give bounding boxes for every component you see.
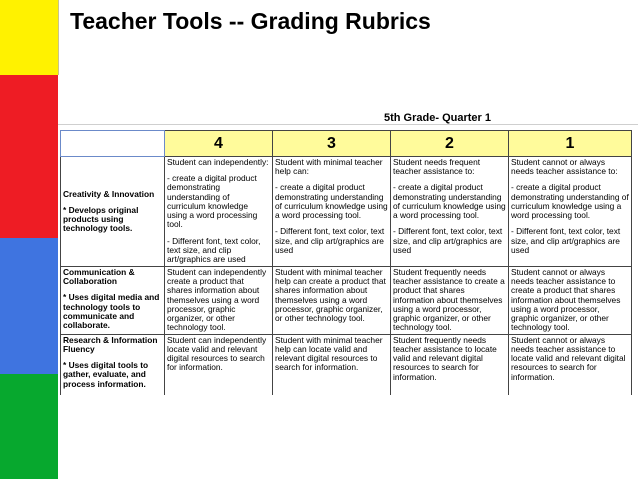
rubric-cell [509,157,632,267]
category-subtitle: * Develops original products using technology tools. [63,204,139,234]
content-cutoff [58,395,638,479]
slide-title: Teacher Tools -- Grading Rubrics [70,8,431,34]
rubric-cell [165,157,273,267]
rubric-row-communication [61,267,632,335]
rubric-cell: Student can independently create a product that shares information about themselves using a word processor, graphic organizer, or other technology tool. [165,267,273,335]
cell-intro: Student needs frequent teacher assistance to: [393,157,481,177]
category-title: Communication & Collaboration [63,267,135,287]
cell-criterion: - create a digital product demonstrating understanding of curriculum knowledge using a word processing tool. [275,182,388,221]
rubric-cell: Student cannot or always needs teacher assistance to locate valid and relevant digital resources to search for information. [509,334,632,397]
category-cell [61,334,165,397]
rubric-cell: Student cannot or always needs teacher assistance to create a product that shares information about themselves using a word processor, graphic organizer, or other technology tool. [509,267,632,335]
rubric-cell: Student can independently locate valid and relevant digital resources to search for information. [165,334,273,397]
cell-criterion: - Different font, text color, text size, and clip art/graphics are used [167,235,261,265]
rubric-cell: Student with minimal teacher help can create a product that shares information about themselves using a word processor, graphic organizer, or other technology tool. [273,267,391,335]
cell-criterion: - Different font, text color, text size, and clip art/graphics are used [275,226,385,255]
rubric-row-creativity [61,157,632,267]
cell-criterion: - Different font, text color, text size, and clip art/graphics are used [511,226,621,255]
category-subtitle: * Uses digital media and technology tools to communicate and collaborate. [63,292,160,331]
grade-quarter-label: 5th Grade- Quarter 1 [384,112,491,124]
rubric-cell: Student frequently needs teacher assistance to locate valid and relevant digital resources to search for information. [391,334,509,397]
rubric-cell [273,157,391,267]
blue-color-strip [0,238,58,374]
header-corner-cell[interactable] [61,131,165,157]
red-color-strip [0,75,58,238]
rubric-cell [391,157,509,267]
header-divider [58,124,638,125]
cell-intro: Student can independently: [167,157,269,167]
rubric-table [60,130,632,408]
score-header-1: 1 [509,131,632,157]
rubric-row-research [61,334,632,397]
cell-criterion: - create a digital product demonstrating understanding of curriculum knowledge using a word processing tool. [393,182,506,221]
cell-intro: Student cannot or always needs teacher assistance to: [511,157,618,177]
rubric-cell: Student with minimal teacher help can locate valid and relevant digital resources to search for information. [273,334,391,397]
score-header-2: 2 [391,131,509,157]
score-header-3: 3 [273,131,391,157]
category-title: Creativity & Innovation [63,188,155,199]
cell-criterion: - Different font, text color, text size, and clip art/graphics are used [393,226,503,255]
yellow-color-strip [0,0,59,75]
category-cell [61,157,165,267]
cell-criterion: - create a digital product demonstrating understanding of curriculum knowledge using a word processing tool. [167,173,258,230]
cell-criterion: - create a digital product demonstrating understanding of curriculum knowledge using a word processing tool. [511,182,629,221]
category-subtitle: * Uses digital tools to gather, evaluate, and process information. [63,360,149,389]
category-cell [61,267,165,335]
score-header-4: 4 [165,131,273,157]
cell-intro: Student with minimal teacher help can: [275,157,383,177]
green-color-strip [0,374,58,479]
rubric-cell: Student frequently needs teacher assistance to create a product that shares information about themselves using a word processor, graphic organizer, or other technology tool. [391,267,509,335]
category-title: Research & Information Fluency [63,334,158,354]
rubric-header-row [61,131,632,157]
